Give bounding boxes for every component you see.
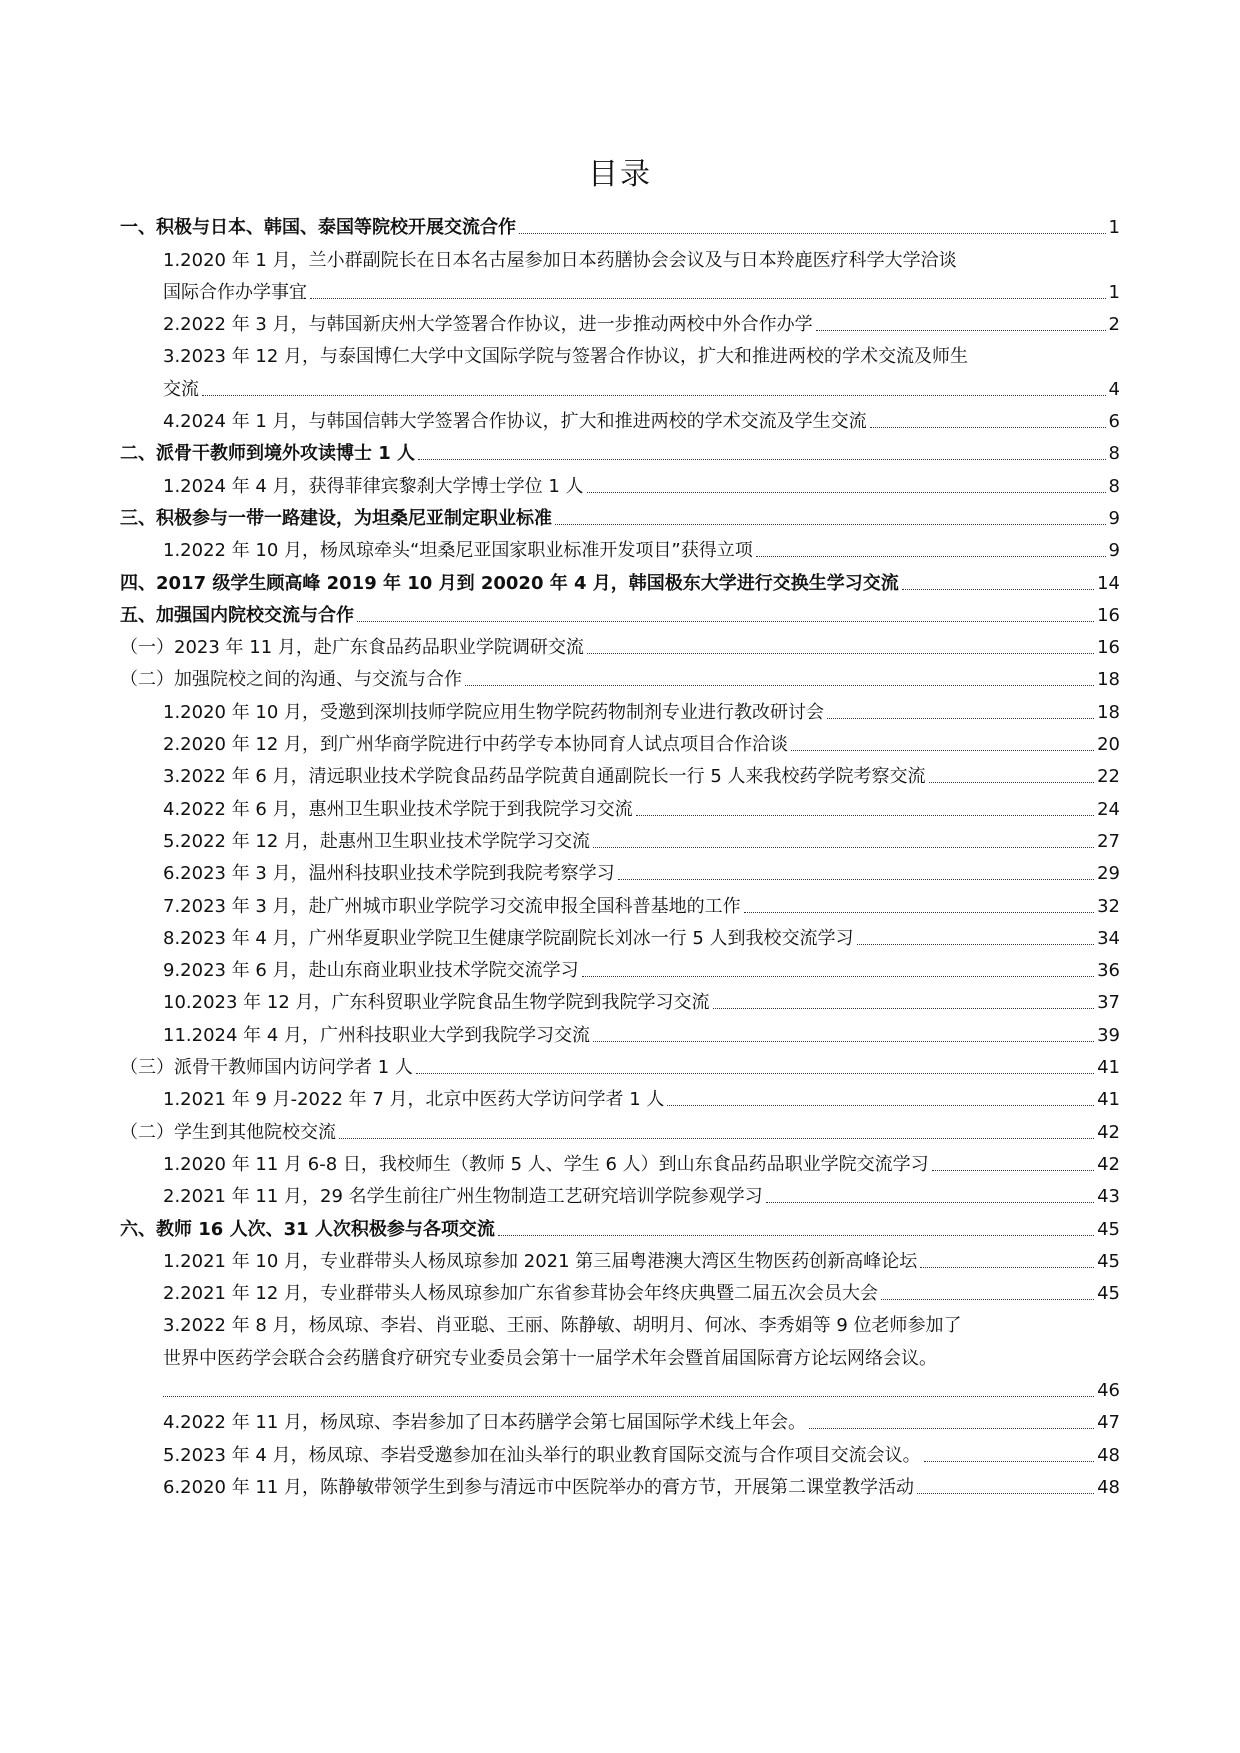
toc-page-number: 8 [1108, 443, 1120, 465]
toc-entry-text: 1.2021 年 10 月，专业群带头人杨凤琼参加 2021 第三届粤港澳大湾区生物医药创新高峰论坛 [163, 1250, 918, 1272]
toc-subheading[interactable] [120, 1111, 1120, 1143]
dot-leader [713, 1008, 1095, 1009]
dot-leader [618, 879, 1094, 880]
toc-entry[interactable] [120, 1079, 1120, 1111]
toc-entry-text: 2.2022 年 3 月，与韩国新庆州大学签署合作协议，进一步推动两校中外合作办学 [163, 314, 813, 336]
toc-entry[interactable] [120, 239, 1120, 271]
toc-page-number: 34 [1097, 927, 1120, 949]
dot-leader [202, 395, 1106, 396]
toc-heading[interactable] [120, 433, 1120, 465]
dot-leader [929, 782, 1095, 783]
toc-heading[interactable] [120, 207, 1120, 239]
dot-leader [816, 330, 1106, 331]
toc-entry[interactable] [120, 368, 1120, 400]
dot-leader [667, 1105, 1094, 1106]
toc-page-number: 47 [1097, 1412, 1120, 1434]
toc-entry-text: 3.2023 年 12 月，与泰国博仁大学中文国际学院与签署合作协议，扩大和推进两校的学术交流及师生 [163, 346, 969, 368]
toc-subheading[interactable] [120, 627, 1120, 659]
toc-entry[interactable] [120, 1305, 1120, 1337]
toc-heading[interactable] [120, 562, 1120, 594]
toc-page-number: 48 [1097, 1476, 1120, 1498]
toc-entry[interactable] [120, 1241, 1120, 1273]
toc-entry[interactable] [120, 530, 1120, 562]
toc-entry-text: 3.2022 年 6 月，清远职业技术学院食品药品学院黄自通副院长一行 5 人来我校药学院考察交流 [163, 766, 926, 788]
toc-entry[interactable] [120, 982, 1120, 1014]
dot-leader [902, 589, 1094, 590]
toc-heading[interactable] [120, 1208, 1120, 1240]
dot-leader [924, 1461, 1094, 1462]
toc-entry[interactable] [120, 1402, 1120, 1434]
dot-leader [555, 524, 1106, 525]
dot-leader [881, 1299, 1094, 1300]
toc-page-number: 4 [1108, 378, 1120, 400]
toc-heading[interactable] [120, 498, 1120, 530]
toc-page-number: 18 [1097, 669, 1120, 691]
dot-leader [519, 233, 1106, 234]
dot-leader [310, 298, 1106, 299]
toc-page-number: 8 [1108, 475, 1120, 497]
toc-entry-text: 1.2024 年 4 月，获得菲律宾黎刹大学博士学位 1 人 [163, 475, 584, 497]
dot-leader [416, 1073, 1094, 1074]
toc-entry-text: 五、加强国内院校交流与合作 [120, 604, 354, 626]
toc-entry[interactable] [120, 1370, 1120, 1402]
toc-entry-text: 4.2022 年 6 月，惠州卫生职业技术学院于到我院学习交流 [163, 798, 633, 820]
toc-entry[interactable] [120, 918, 1120, 950]
toc-entry-text: 1.2020 年 11 月 6-8 日，我校师生（教师 5 人、学生 6 人）到山东食品药品职业学院交流学习 [163, 1153, 929, 1175]
toc-entry-text: 4.2022 年 11 月，杨凤琼、李岩参加了日本药膳学会第七届国际学术线上年会。 [163, 1412, 807, 1434]
toc-page-number: 42 [1097, 1153, 1120, 1175]
toc-page-number: 46 [1097, 1379, 1120, 1401]
toc-heading[interactable] [120, 595, 1120, 627]
table-of-contents [120, 207, 1120, 1499]
dot-leader [582, 976, 1094, 977]
dot-leader [498, 1235, 1094, 1236]
toc-entry[interactable] [120, 1337, 1120, 1369]
toc-entry-text: 4.2024 年 1 月，与韩国信韩大学签署合作协议，扩大和推进两校的学术交流及学生交流 [163, 411, 867, 433]
toc-page-number: 9 [1108, 540, 1120, 562]
dot-leader [932, 1170, 1094, 1171]
toc-entry-text: 6.2023 年 3 月，温州科技职业技术学院到我院考察学习 [163, 863, 615, 885]
dot-leader [163, 1396, 1094, 1397]
dot-leader [587, 492, 1106, 493]
toc-entry[interactable] [120, 821, 1120, 853]
toc-entry[interactable] [120, 691, 1120, 723]
toc-page-number: 9 [1108, 507, 1120, 529]
toc-entry-text: 6.2020 年 11 月，陈静敏带领学生到参与清远市中医院举办的膏方节，开展第二课堂教学活动 [163, 1476, 915, 1498]
toc-entry-text: （二）加强院校之间的沟通、与交流与合作 [120, 669, 462, 691]
toc-page-number: 18 [1097, 701, 1120, 723]
dot-leader [418, 459, 1105, 460]
toc-entry-text: 5.2022 年 12 月，赴惠州卫生职业技术学院学习交流 [163, 830, 591, 852]
dot-leader [587, 653, 1094, 654]
toc-entry[interactable] [120, 885, 1120, 917]
dot-leader [766, 1202, 1094, 1203]
toc-entry-text: 8.2023 年 4 月，广州华夏职业学院卫生健康学院副院长刘冰一行 5 人到我校交流学习 [163, 927, 854, 949]
toc-page-number: 45 [1097, 1250, 1120, 1272]
toc-entry-text: 3.2022 年 8 月，杨凤琼、李岩、肖亚聪、王丽、陈静敏、胡明月、何冰、李秀娟等 9 位老师参加了 [163, 1315, 962, 1337]
toc-page-number: 22 [1097, 766, 1120, 788]
toc-page-number: 14 [1097, 572, 1120, 594]
toc-page-number: 36 [1097, 960, 1120, 982]
dot-leader [920, 1267, 1094, 1268]
toc-entry[interactable] [120, 788, 1120, 820]
toc-entry-text: 5.2023 年 4 月，杨凤琼、李岩受邀参加在汕头举行的职业教育国际交流与合作项目交流会议。 [163, 1444, 921, 1466]
toc-page-number: 43 [1097, 1186, 1120, 1208]
toc-entry-text: 世界中医药学会联合会药膳食疗研究专业委员会第十一届学术年会暨首届国际膏方论坛网络会议。 [163, 1347, 937, 1369]
toc-entry-text: （二）学生到其他院校交流 [120, 1121, 336, 1143]
toc-entry[interactable] [120, 1176, 1120, 1208]
toc-entry[interactable] [120, 1434, 1120, 1466]
toc-entry-text: 二、派骨干教师到境外攻读博士 1 人 [120, 443, 416, 465]
toc-page-number: 48 [1097, 1444, 1120, 1466]
toc-page-number: 37 [1097, 992, 1120, 1014]
toc-entry-text: 国际合作办学事宜 [163, 281, 307, 303]
toc-entry[interactable] [120, 272, 1120, 304]
toc-page-number: 41 [1097, 1057, 1120, 1079]
toc-entry-text: 一、积极与日本、韩国、泰国等院校开展交流合作 [120, 217, 516, 239]
dot-leader [809, 1428, 1094, 1429]
toc-entry-text: （一）2023 年 11 月，赴广东食品药品职业学院调研交流 [120, 637, 584, 659]
toc-entry-text: （三）派骨干教师国内访问学者 1 人 [120, 1057, 413, 1079]
toc-entry[interactable] [120, 465, 1120, 497]
toc-entry-text: 四、2017 级学生顾高峰 2019 年 10 月到 20020 年 4 月，韩国极东大学进行交换生学习交流 [120, 572, 899, 594]
dot-leader [827, 718, 1094, 719]
toc-page-number: 6 [1108, 411, 1120, 433]
toc-subheading[interactable] [120, 659, 1120, 691]
toc-entry[interactable] [120, 1014, 1120, 1046]
dot-leader [870, 427, 1106, 428]
toc-entry[interactable] [120, 1467, 1120, 1499]
dot-leader [593, 1041, 1094, 1042]
toc-title: 目录 [588, 157, 652, 192]
toc-entry-text: 1.2020 年 1 月，兰小群副院长在日本名古屋参加日本药膳协会会议及与日本羚鹿医疗科学大学洽谈 [163, 249, 957, 271]
toc-entry-text: 2.2021 年 12 月，专业群带头人杨凤琼参加广东省参茸协会年终庆典暨二届五次会员大会 [163, 1283, 879, 1305]
dot-leader [636, 815, 1094, 816]
toc-entry-text: 9.2023 年 6 月，赴山东商业职业技术学院交流学习 [163, 960, 579, 982]
toc-page-number: 1 [1108, 281, 1120, 303]
toc-page-number: 42 [1097, 1121, 1120, 1143]
toc-entry-text: 1.2020 年 10 月，受邀到深圳技师学院应用生物学院药物制剂专业进行教改研讨会 [163, 701, 825, 723]
dot-leader [744, 912, 1094, 913]
toc-page-number: 16 [1097, 637, 1120, 659]
toc-page-number: 29 [1097, 863, 1120, 885]
toc-entry[interactable] [120, 756, 1120, 788]
toc-entry-text: 三、积极参与一带一路建设，为坦桑尼亚制定职业标准 [120, 507, 552, 529]
dot-leader [857, 944, 1095, 945]
toc-entry-text: 1.2021 年 9 月-2022 年 7 月，北京中医药大学访问学者 1 人 [163, 1089, 665, 1111]
toc-entry-text: 交流 [163, 378, 199, 400]
toc-page-number: 16 [1097, 604, 1120, 626]
toc-page-number: 41 [1097, 1089, 1120, 1111]
toc-entry-text: 7.2023 年 3 月，赴广州城市职业学院学习交流申报全国科普基地的工作 [163, 895, 741, 917]
toc-entry-text: 2.2021 年 11 月，29 名学生前往广州生物制造工艺研究培训学院参观学习 [163, 1186, 763, 1208]
toc-entry[interactable] [120, 853, 1120, 885]
dot-leader [756, 556, 1106, 557]
toc-entry-text: 10.2023 年 12 月，广东科贸职业学院食品生物学院到我院学习交流 [163, 992, 710, 1014]
toc-entry-text: 六、教师 16 人次、31 人次积极参与各项交流 [120, 1218, 495, 1240]
toc-page-number: 45 [1097, 1283, 1120, 1305]
toc-page-number: 20 [1097, 734, 1120, 756]
toc-entry[interactable] [120, 724, 1120, 756]
toc-entry[interactable] [120, 950, 1120, 982]
toc-subheading[interactable] [120, 1047, 1120, 1079]
dot-leader [465, 685, 1094, 686]
toc-entry[interactable] [120, 336, 1120, 368]
dot-leader [917, 1493, 1094, 1494]
dot-leader [593, 847, 1094, 848]
toc-entry-text: 11.2024 年 4 月，广州科技职业大学到我院学习交流 [163, 1024, 591, 1046]
toc-page-number: 39 [1097, 1024, 1120, 1046]
toc-page-number: 45 [1097, 1218, 1120, 1240]
toc-page-number: 32 [1097, 895, 1120, 917]
toc-entry[interactable] [120, 401, 1120, 433]
dot-leader [339, 1138, 1094, 1139]
toc-page-number: 27 [1097, 830, 1120, 852]
toc-entry[interactable] [120, 304, 1120, 336]
toc-entry[interactable] [120, 1273, 1120, 1305]
dot-leader [357, 621, 1094, 622]
dot-leader [791, 750, 1094, 751]
toc-entry[interactable] [120, 1144, 1120, 1176]
toc-page-number: 2 [1108, 314, 1120, 336]
toc-entry-text: 1.2022 年 10 月，杨凤琼牵头“坦桑尼亚国家职业标准开发项目”获得立项 [163, 540, 753, 562]
toc-page-number: 24 [1097, 798, 1120, 820]
toc-entry-text: 2.2020 年 12 月，到广州华商学院进行中药学专本协同育人试点项目合作洽谈 [163, 734, 789, 756]
toc-page-number: 1 [1108, 217, 1120, 239]
